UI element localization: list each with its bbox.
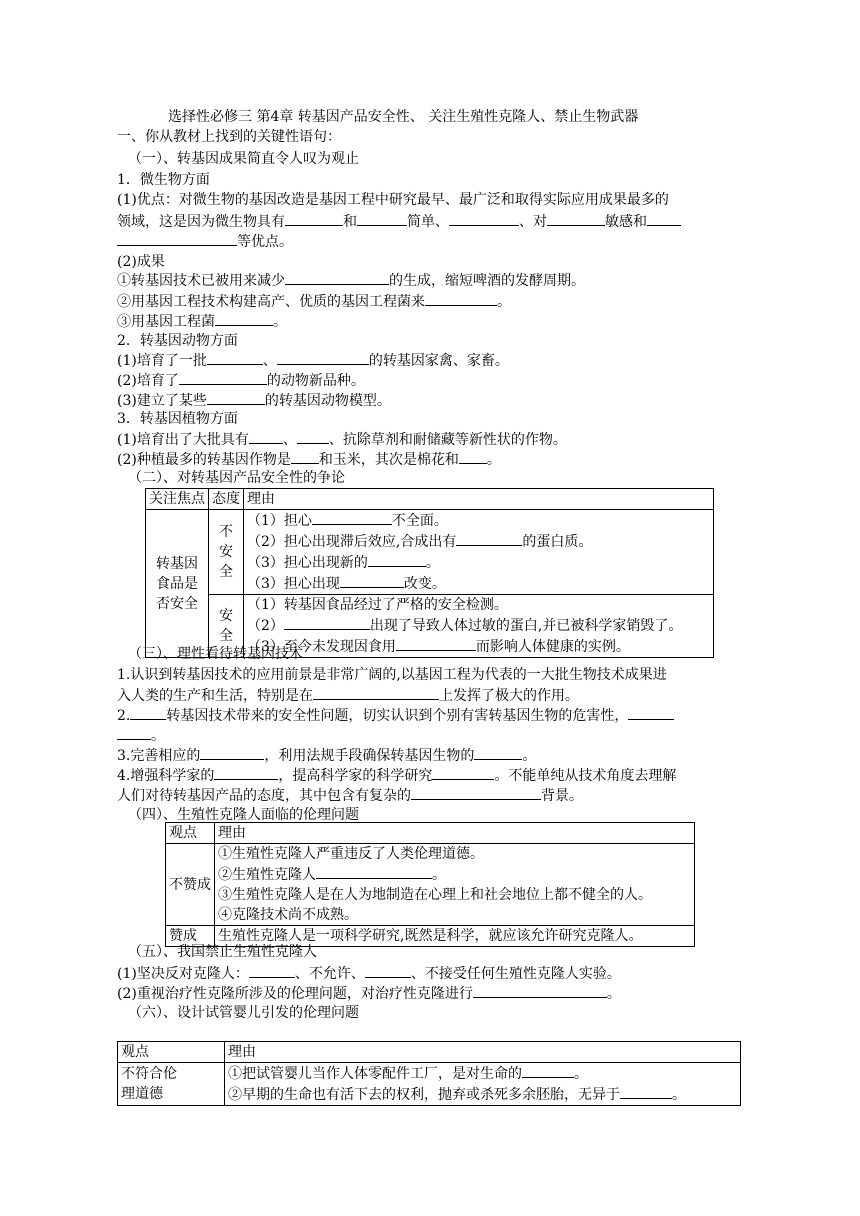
- result-3: ③用基因工程菌 。: [117, 311, 287, 332]
- fill-blank[interactable]: [474, 745, 522, 760]
- section-heading-2: （二）、对转基因产品安全性的争论: [128, 470, 345, 486]
- fill-blank[interactable]: [285, 211, 343, 226]
- fill-blank[interactable]: [647, 211, 681, 226]
- advantage-line-b: 领域，这是因为微生物具有 和 简单、 、对 敏感和: [117, 211, 681, 232]
- results-heading: (2)成果: [117, 254, 165, 270]
- china-policy-2: (2)重视治疗性克隆所涉及的伦理问题，对治疗性克隆进行 。: [117, 983, 621, 1004]
- fill-blank[interactable]: [425, 291, 497, 306]
- unsafe-reasons: （1）担心 不全面。 （2）担心出现滞后效应,合成出有 的蛋白质。 （3）担心出现新的 。 （3）担心出现 改变。: [244, 510, 714, 595]
- fill-blank[interactable]: [200, 745, 264, 760]
- rational-4a: 4.增强科学家的 ，提高科学家的科学研究 。不能单纯从技术角度去理解: [117, 765, 676, 786]
- fill-blank[interactable]: [207, 350, 263, 365]
- page-title: 选择性必修三 第4章 转基因产品安全性、 关注生殖性克隆人、禁止生物武器: [168, 109, 639, 125]
- fill-blank[interactable]: [285, 270, 389, 285]
- fill-blank[interactable]: [297, 429, 329, 444]
- rational-3: 3.完善相应的 ，利用法规手段确保转基因生物的 。: [117, 745, 536, 766]
- fill-blank[interactable]: [316, 864, 432, 879]
- rational-2-cont: 。: [117, 725, 165, 746]
- fill-blank[interactable]: [473, 983, 607, 998]
- unethical-reasons: ①把试管婴儿当作人体零配件工厂，是对生命的 。 ②早期的生命也有活下去的权利，抛弃或杀死多余胚胎，无异于 。: [225, 1063, 741, 1106]
- fill-blank[interactable]: [340, 573, 404, 588]
- col-header-focus: 关注焦点: [146, 489, 209, 510]
- fill-blank[interactable]: [214, 765, 278, 780]
- view-against: 不赞成: [166, 844, 215, 926]
- result-2: ②用基因工程技术构建高产、优质的基因工程菌来 。: [117, 291, 511, 312]
- section-heading-1: （一）、转基因成果简直令人叹为观止: [128, 151, 359, 167]
- fill-blank[interactable]: [249, 963, 295, 978]
- advantage-line-a: (1)优点：对微生物的基因改造是基因工程中研究最早、最广泛和取得实际应用成果最多的: [117, 192, 669, 208]
- against-reasons: ①生殖性克隆人严重违反了人类伦理道德。 ②生殖性克隆人 。 ③生殖性克隆人是在人为地制造在心理上和社会地位上都不健全的人。 ④克隆技术尚不成熟。: [215, 844, 695, 926]
- ivf-ethics-table: [117, 1041, 741, 1106]
- view-unethical: 不符合伦 理道德: [118, 1063, 225, 1106]
- col-header-reason: 理由: [225, 1042, 741, 1063]
- fill-blank[interactable]: [459, 449, 487, 464]
- attitude-safe: 安 全: [209, 595, 244, 658]
- fill-blank[interactable]: [522, 1063, 574, 1078]
- fill-blank[interactable]: [357, 211, 407, 226]
- animal-3: (3)建立了某些 的转基因动物模型。: [117, 390, 391, 411]
- safety-debate-table: [145, 488, 714, 658]
- col-header-attitude: 态度: [209, 489, 244, 510]
- plant-1: (1)培育出了大批具有 、 、抗除草剂和耐储藏等新性状的作物。: [117, 429, 567, 450]
- fill-blank[interactable]: [312, 510, 392, 525]
- animal-2: (2)培育了 的动物新品种。: [117, 370, 365, 391]
- result-1: ①转基因技术已被用来减少 的生成，缩短啤酒的发酵周期。: [117, 270, 585, 291]
- subheading-plants: 3．转基因植物方面: [117, 411, 238, 427]
- subheading-microbes: 1．微生物方面: [117, 172, 210, 188]
- view-for: 赞成: [166, 926, 215, 947]
- fill-blank[interactable]: [313, 685, 439, 700]
- fill-blank[interactable]: [411, 785, 541, 800]
- fill-blank[interactable]: [449, 211, 519, 226]
- section-heading-5: （五）、我国禁止生殖性克隆人: [128, 944, 317, 960]
- col-header-reason: 理由: [215, 823, 695, 844]
- fill-blank[interactable]: [117, 231, 237, 246]
- col-header-view: 观点: [166, 823, 215, 844]
- col-header-reason: 理由: [244, 489, 714, 510]
- fill-blank[interactable]: [207, 390, 265, 405]
- rational-1a: 1.认识到转基因技术的应用前景是非常广阔的,以基因工程为代表的一大批生物技术成果进: [117, 667, 667, 683]
- section-heading-4: （四）、生殖性克隆人面临的伦理问题: [128, 807, 359, 823]
- fill-blank[interactable]: [117, 725, 151, 740]
- rational-1b: 入人类的生产和生活，特别是在 上发挥了极大的作用。: [117, 685, 579, 706]
- fill-blank[interactable]: [620, 1084, 672, 1099]
- fill-blank[interactable]: [432, 765, 494, 780]
- fill-blank[interactable]: [547, 211, 605, 226]
- china-policy-1: (1)坚决反对克隆人： 、不允许、 、不接受任何生殖性克隆人实验。: [117, 963, 621, 984]
- section-heading-3: （三）、理性看待转基因技术: [128, 646, 303, 662]
- fill-blank[interactable]: [396, 636, 476, 651]
- section-heading-6: （六）、设计试管婴儿引发的伦理问题: [128, 1005, 359, 1021]
- plant-2: (2)种植最多的转基因作物是 和玉米，其次是棉花和 。: [117, 449, 501, 470]
- col-header-view: 观点: [118, 1042, 225, 1063]
- fill-blank[interactable]: [284, 615, 370, 630]
- focus-cell: 转基因 食品是 否安全: [146, 510, 209, 658]
- fill-blank[interactable]: [179, 370, 267, 385]
- fill-blank[interactable]: [249, 429, 283, 444]
- attitude-unsafe: 不 安 全: [209, 510, 244, 595]
- animal-1: (1)培育了一批 、 的转基因家禽、家畜。: [117, 350, 509, 371]
- fill-blank[interactable]: [130, 705, 166, 720]
- fill-blank[interactable]: [277, 350, 369, 365]
- rational-4b: 人们对待转基因产品的态度，其中包含有复杂的 背景。: [117, 785, 583, 806]
- fill-blank[interactable]: [291, 449, 319, 464]
- cloning-ethics-table: [165, 822, 695, 947]
- fill-blank[interactable]: [215, 311, 273, 326]
- fill-blank[interactable]: [368, 552, 426, 567]
- advantage-line-c: 等优点。: [117, 231, 293, 252]
- safe-reasons: （1）转基因食品经过了严格的安全检测。 （2） 出现了导致人体过敏的蛋白,并已被科学家销毁了。 （3）至今未发现因食用 而影响人体健康的实例。: [244, 595, 714, 658]
- fill-blank[interactable]: [365, 963, 411, 978]
- fill-blank[interactable]: [456, 531, 522, 546]
- rational-2: 2. 转基因技术带来的安全性问题，切实认识到个别有害转基因生物的危害性，: [117, 705, 674, 726]
- for-reason: 生殖性克隆人是一项科学研究,既然是科学，就应该允许研究克隆人。: [215, 926, 695, 947]
- part-heading: 一、你从教材上找到的关键性语句：: [117, 129, 341, 145]
- fill-blank[interactable]: [628, 705, 674, 720]
- subheading-animals: 2．转基因动物方面: [117, 333, 238, 349]
